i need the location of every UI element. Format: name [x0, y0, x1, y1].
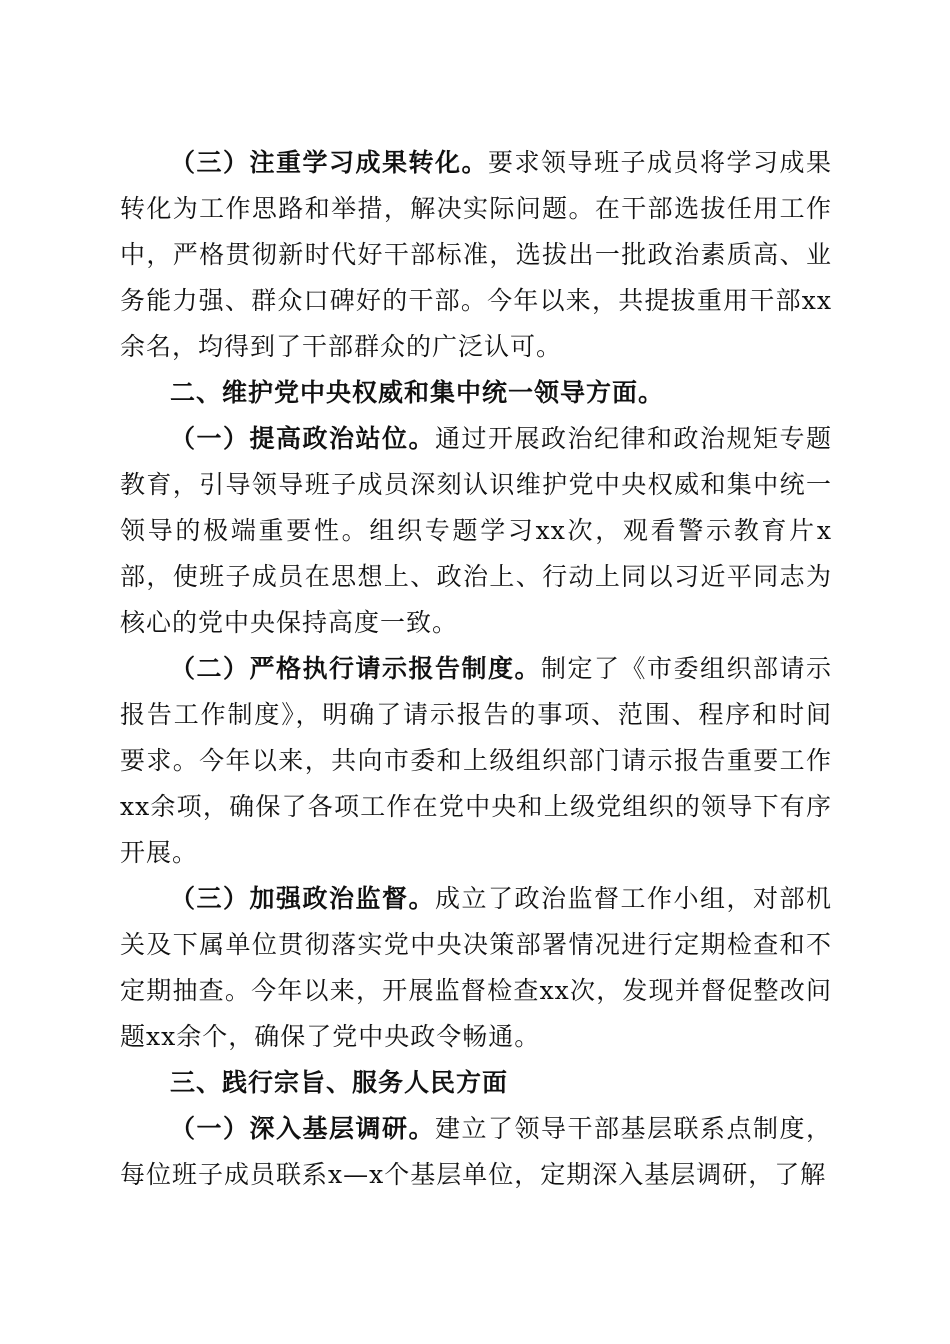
- paragraph-text: 要求领导班子成员将学习成果转化为工作思路和举措，解决实际问题。在干部选拔任用工作中，严格贯彻新时代好干部标准，选拔出一批政治素质高、业务能力强、群众口碑好的干部。今年以来，共提拔重用干部xx余名，均得到了干部群众的广泛认可。: [120, 148, 832, 361]
- paragraph-2-1: [120, 416, 832, 646]
- paragraph-2-3: [120, 876, 832, 1060]
- section-heading-3: 三、践行宗旨、服务人民方面: [170, 1068, 509, 1097]
- paragraph-lead: （二）严格执行请示报告制度。: [170, 654, 541, 683]
- paragraph-lead: （一）提高政治站位。: [170, 424, 435, 453]
- paragraph-text: 成立了政治监督工作小组，对部机关及下属单位贯彻落实党中央决策部署情况进行定期检查和不定期抽查。今年以来，开展监督检查xx次，发现并督促整改问题xx余个，确保了党中央政令畅通。: [120, 884, 832, 1051]
- paragraph-3-1: [120, 140, 832, 370]
- paragraph-lead: （三）注重学习成果转化。: [170, 148, 488, 177]
- paragraph-text: 制定了《市委组织部请示报告工作制度》，明确了请示报告的事项、范围、程序和时间要求。今年以来，共向市委和上级组织部门请示报告重要工作xx余项，确保了各项工作在党中央和上级党组织的领导下有序开展。: [120, 654, 832, 867]
- paragraph-lead: （三）加强政治监督。: [170, 884, 435, 913]
- document-body: [120, 140, 832, 1198]
- section-heading-2: 二、维护党中央权威和集中统一领导方面。: [170, 378, 665, 407]
- paragraph-2-2: [120, 646, 832, 876]
- paragraph-3-1b: [120, 1106, 832, 1198]
- paragraph-text: 建立了领导干部基层联系点制度，每位班子成员联系x—x个基层单位，定期深入基层调研，了解: [120, 1114, 832, 1189]
- paragraph-text: 通过开展政治纪律和政治规矩专题教育，引导领导班子成员深刻认识维护党中央权威和集中统一领导的极端重要性。组织专题学习xx次，观看警示教育片x部，使班子成员在思想上、政治上、行动上同以习近平同志为核心的党中央保持高度一致。: [120, 424, 832, 637]
- paragraph-lead: （一）深入基层调研。: [170, 1114, 435, 1143]
